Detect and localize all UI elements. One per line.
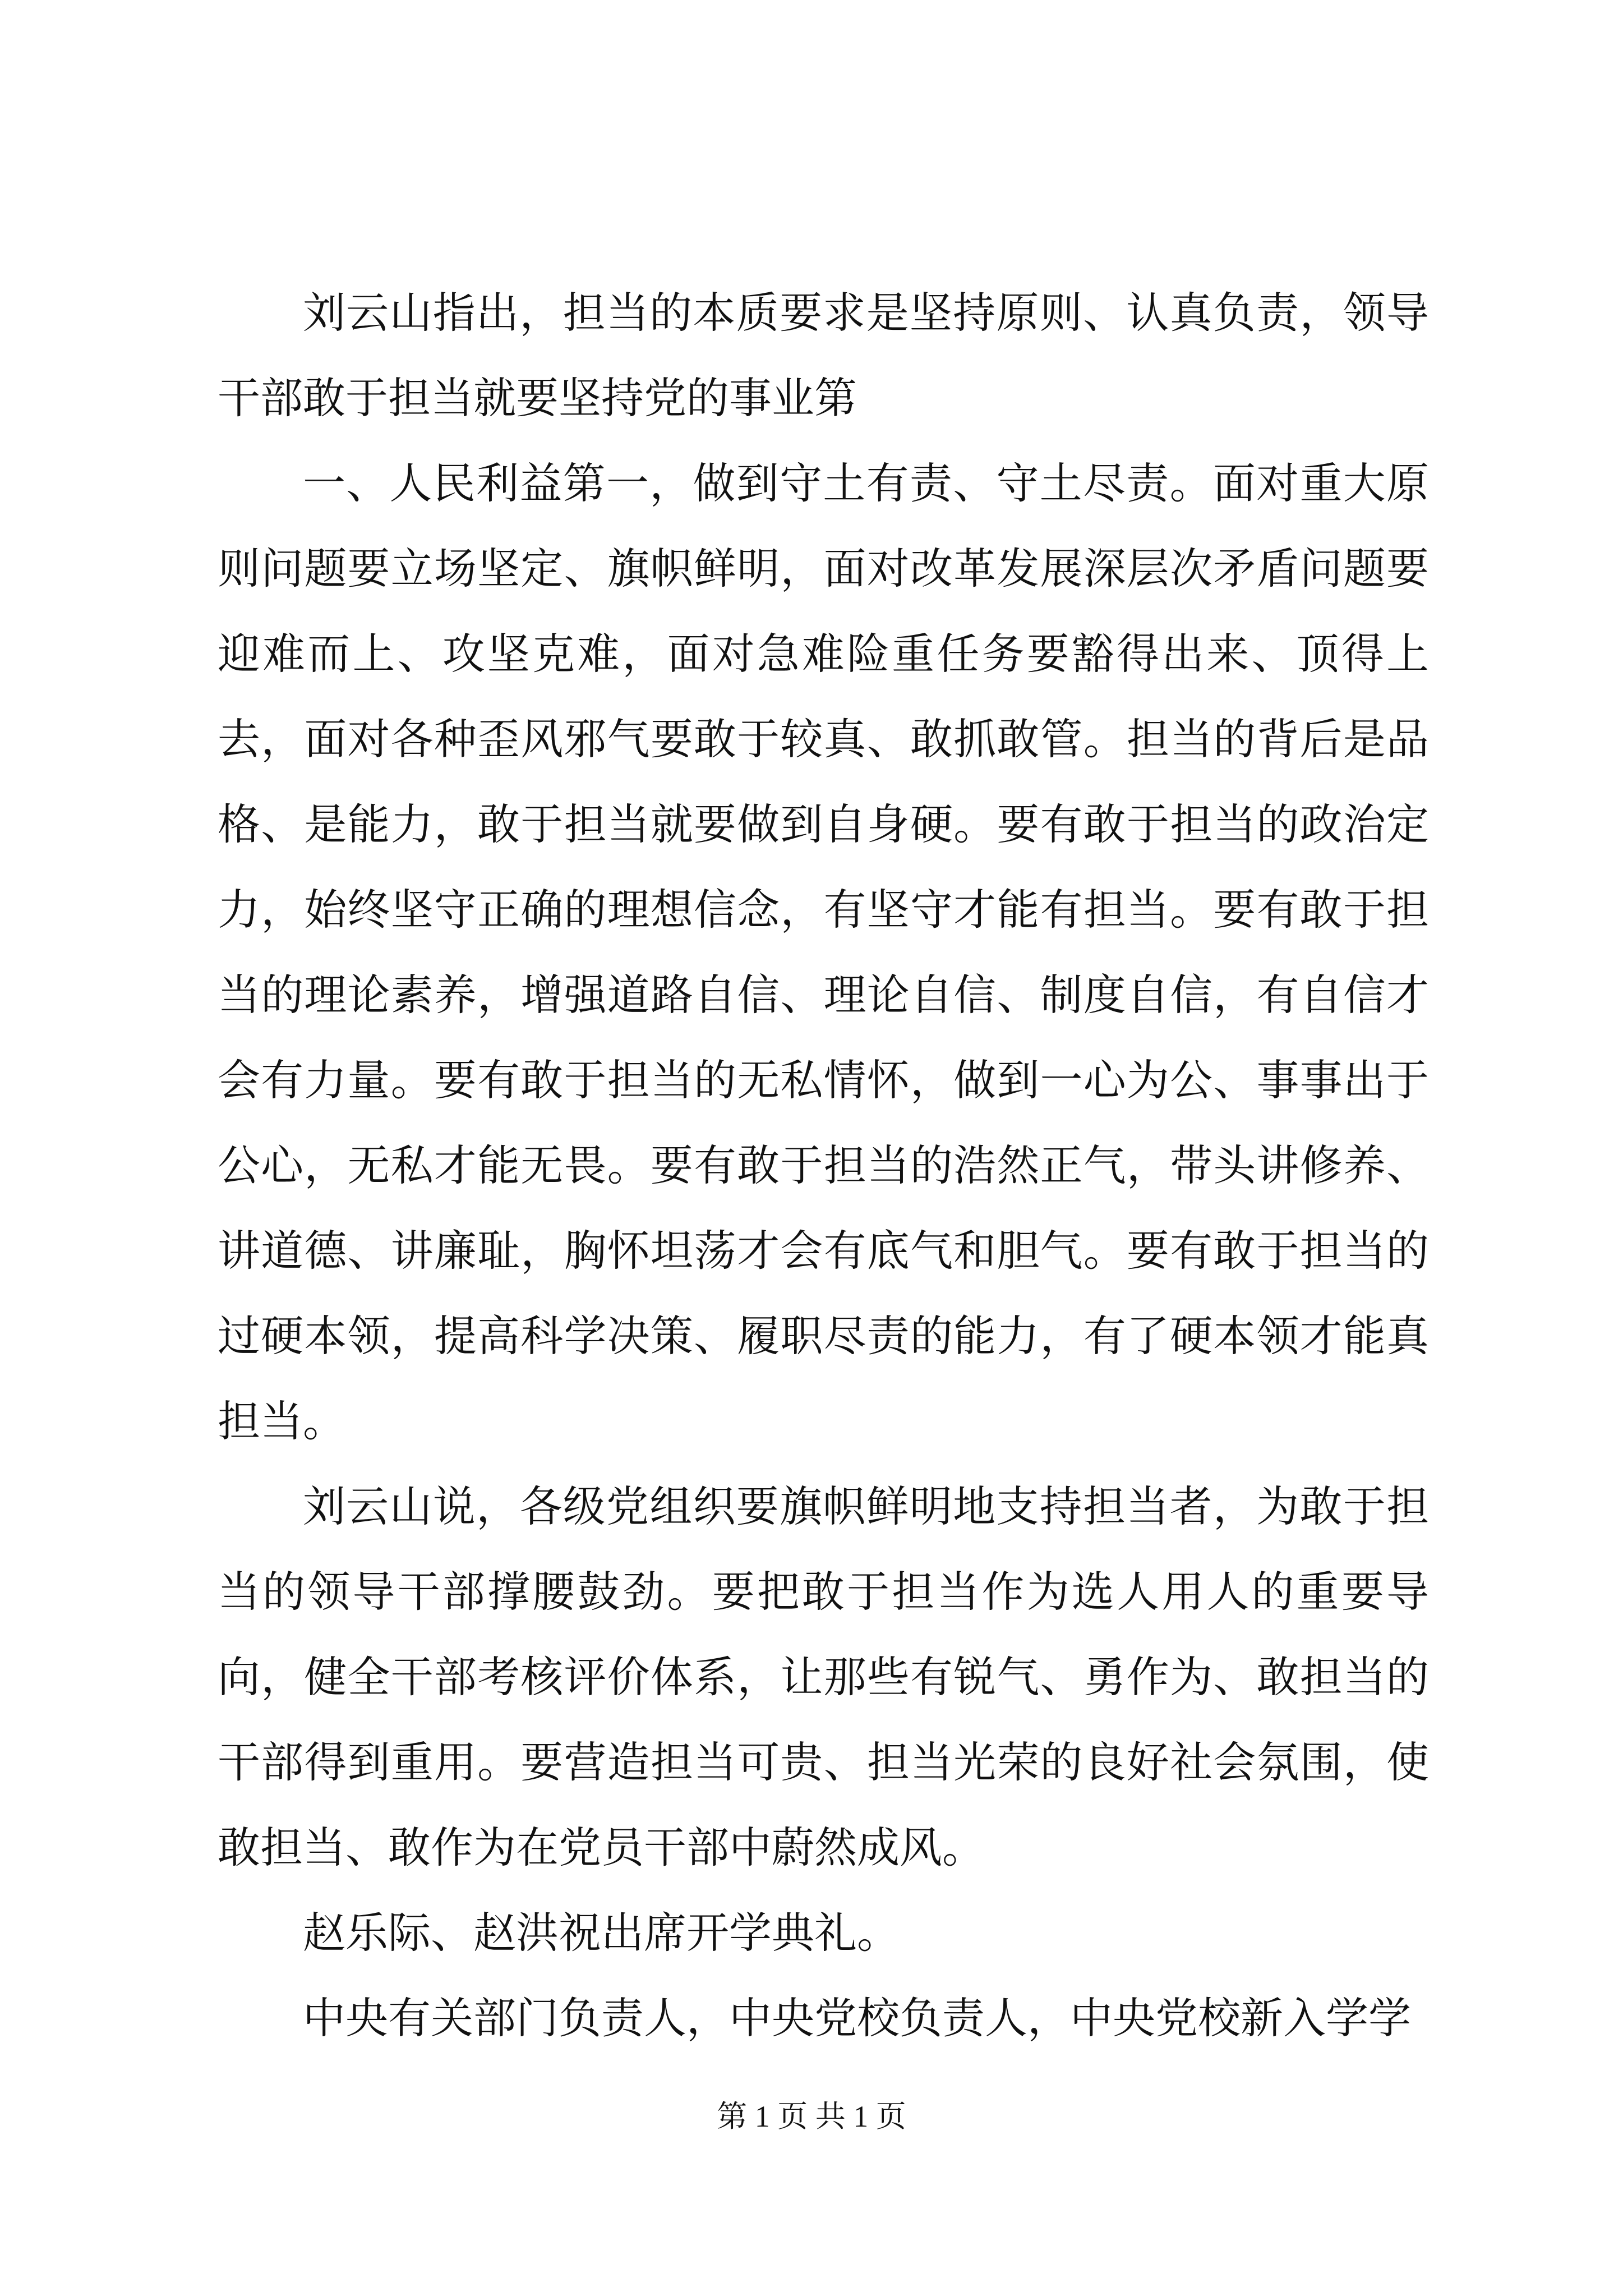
page-number-label: 第 1 页 [717,2100,808,2133]
paragraph-4: 赵乐际、赵洪祝出席开学典礼。 [303,1908,900,1958]
paragraph-1: 刘云山指出，担当的本质要求是坚持原则、认真负责，领导干部敢于担当就要坚持党的事业第 [218,288,1429,423]
paragraph-5: 中央有关部门负责人，中央党校负责人，中央党校新入学学 [303,1993,1411,2043]
paragraph-2: 一、人民利益第一，做到守土有责、守土尽责。面对重大原则问题要立场坚定、旗帜鲜明，面对改革发展深层次矛盾问题要迎难而上、攻坚克难，面对急难险重任务要豁得出来、顶得上去，面对各种歪风邪气要敢于较真、敢抓敢管。担当的背后是品格、是能力，敢于担当就要做到自身硬。要有敢于担当的政治定力，始终坚守正确的理想信念，有坚守才能有担当。要有敢于担当的理论素养，增强道路自信、理论自信、制度自信，有自信才会有力量。要有敢于担当的无私情怀，做到一心为公、事事出于公心，无私才能无畏。要有敢于担当的浩然正气，带头讲修养、讲道德、讲廉耻，胸怀坦荡才会有底气和胆气。要有敢于担当的过硬本领，提高科学决策、履职尽责的能力，有了硬本领才能真担当。 [218,458,1429,1446]
page-footer [0,2097,1623,2136]
document-body [218,270,1429,2061]
page-total-label: 共 1 页 [815,2100,906,2133]
paragraph-3: 刘云山说，各级党组织要旗帜鲜明地支持担当者，为敢于担当的领导干部撑腰鼓劲。要把敢于担当作为选人用人的重要导向，健全干部考核评价体系，让那些有锐气、勇作为、敢担当的干部得到重用。要营造担当可贵、担当光荣的良好社会氛围，使敢担当、敢作为在党员干部中蔚然成风。 [218,1481,1429,1872]
